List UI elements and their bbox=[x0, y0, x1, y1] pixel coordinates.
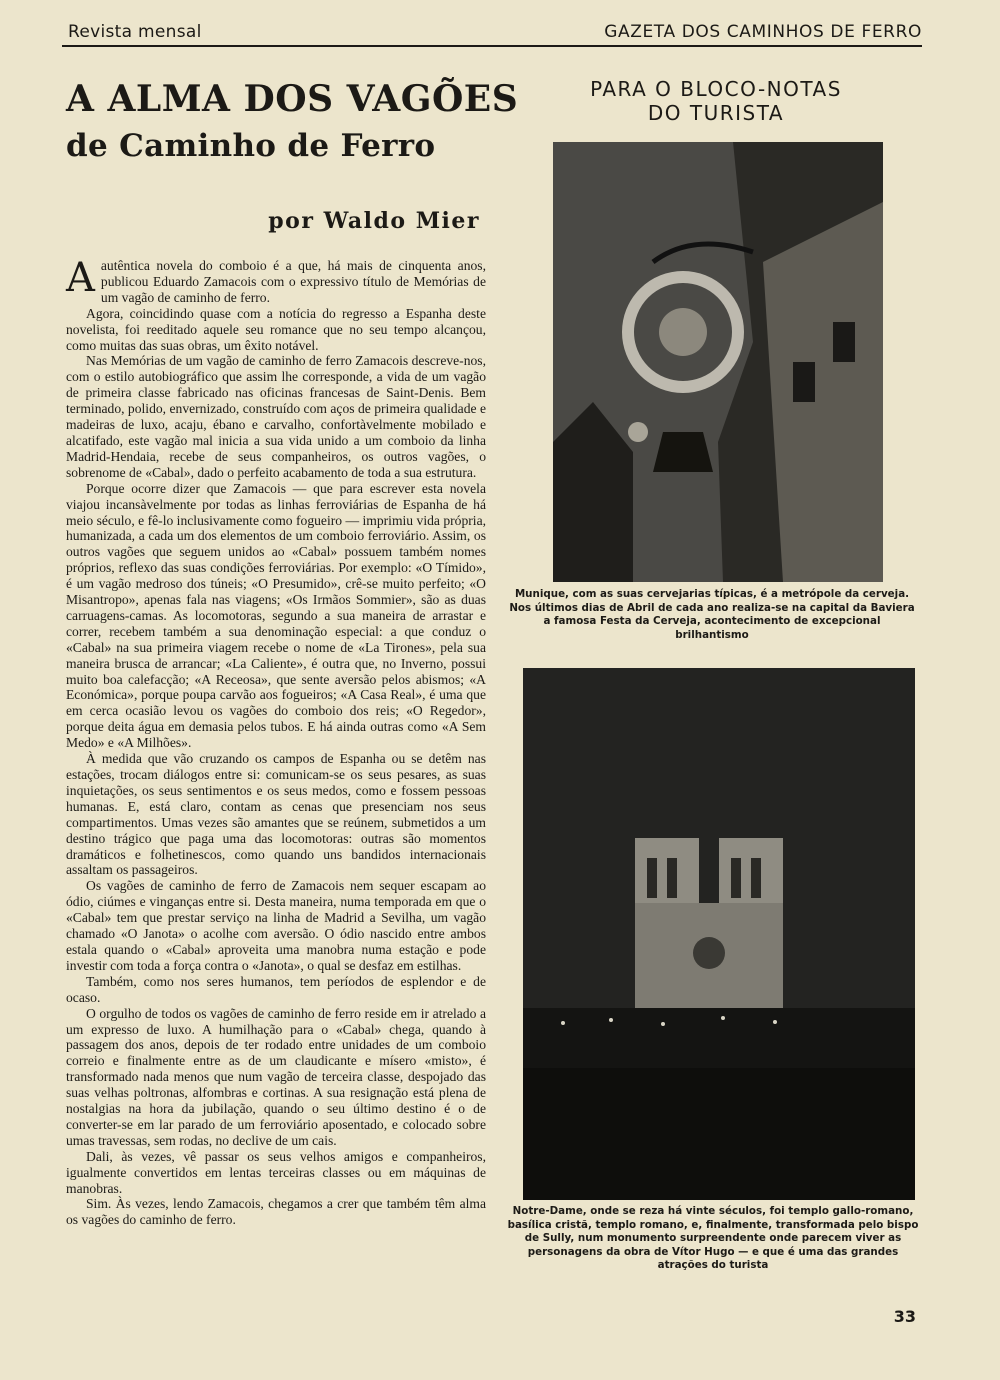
page-number: 33 bbox=[893, 1307, 916, 1326]
article-paragraph: Dali, às vezes, vê passar os seus velhos amigos e companheiros, igualmente convertidos em lentas terceiras classes ou em máquinas de manobras. bbox=[66, 1148, 486, 1196]
header-left-text: Revista mensal bbox=[68, 22, 202, 42]
header-right-text: GAZETA DOS CAMINHOS DE FERRO bbox=[604, 22, 922, 42]
article-paragraph: Aautêntica novela do comboio é a que, há mais de cinquenta anos, publicou Eduardo Zamacois com o expressivo título de Memórias de um vagão de caminho de ferro. bbox=[66, 255, 486, 305]
article-byline: por Waldo Mier bbox=[268, 208, 480, 234]
section-title-line2: DO TURISTA bbox=[647, 101, 785, 125]
article-body bbox=[66, 255, 486, 1228]
article-paragraph: Porque ocorre dizer que Zamacois — que para escrever esta novela viajou incansàvelmente por todas as linhas ferroviárias de Espanha de há meio século, e fê-lo inclusivamente como fogueiro — imprimiu vida própria, humanizada, a cada um dos elementos de um comboio ferroviário. Assim, os outros vagões que seguem unidos ao «Cabal» possuem também nomes próprios, reflexo das suas condições ferroviárias. Por exemplo: «O Tímido», é um vagão medroso dos túneis; «O Presumido», crê-se muito perfeito; «O Misantropo», apenas fala nas viagens; «Os Irmãos Sommier», são as duas carruagens-camas. As locomotoras, segundo a sua maneira de arrastar e correr, recebem também a sua denominação especial: a que conduz o «Cabal» na sua primeira viagem recebe o nome de «La Tirones», pela sua maneira brusca de arrancar; «La Caliente», é outra que, no Inverno, possui muito boa calefacção; «A Receosa», que sente aversão pelos abismos; «A Económica», porque poupa carvão aos fogueiros; «A Casa Real», é uma que em cerca ocasião levou os vagões do comboio dos reis; «O Regedor», porque deita água em demasia pelos tubos. E há ainda outras como «A Sem Medo» e «A Milhões». bbox=[66, 480, 486, 751]
header-rule bbox=[62, 45, 922, 47]
munich-photo-caption: Munique, com as suas cervejarias típicas, é a metrópole da cerveja. Nos últimos dias de Abril de cada ano realiza-se na capital da Baviera a famosa Festa da Cerveja, acontecimento de excepcional brilhantismo bbox=[509, 588, 915, 641]
article-title-line2: de Caminho de Ferro bbox=[66, 128, 436, 164]
article-paragraph: Os vagões de caminho de ferro de Zamacois nem sequer escapam ao ódio, ciúmes e vinganças entre si. Desta maneira, numa temporada em que o «Cabal» tem que prestar serviço na linha de Madrid a Sevilha, um vagão chamado «O Janota» o acolhe com aversão. O ódio nascido entre ambos estala quando o «Cabal» aproveita uma manobra numa estação e pode investir com toda a força contra o «Janota», o qual se desfaz em estilhas. bbox=[66, 878, 486, 973]
sidebar-section-title bbox=[536, 77, 896, 125]
drop-cap: A bbox=[66, 255, 95, 301]
article-paragraph: O orgulho de todos os vagões de caminho de ferro reside em ir atrelado a um expresso de luxo. A humilhação para o «Cabal» chega, quando à passagem dos anos, depois de ter rodado entre unidades de um comboio correio e finalmente entre as de um claudicante e mísero «misto», é transformado nada menos que num vagão de terceira classe, despojado das suas velhas poltronas, alfombras e cortinas. A sua resignação está plena de nostalgias na hora da jubilação, quando o seu último destino é o de converter-se em lar parado de um ferroviário aposentado, e colocado sobre umas travessas, sem rodas, no declive de um cais. bbox=[66, 1005, 486, 1148]
notre-dame-photo bbox=[523, 668, 915, 1200]
article-paragraph: Nas Memórias de um vagão de caminho de ferro Zamacois descreve-nos, com o estilo autobiográfico que assim lhe corresponde, a vida de um vagão de primeira classe fabricado nas oficinas francesas de Saint-Denis. Bem terminado, polido, envernizado, construído com aços de primeira qualidade e madeiras de luxo, acaju, ébano e carvalho, confortàvelmente mobilado e alcatifado, este vagão mal inicia a sua vida unido a um comboio da linha Madrid-Hendaia, recebe de seus companheiros, os outros vagões, o sobrenome de «Cabal», dado o perfeito acabamento de toda a sua estrutura. bbox=[66, 353, 486, 480]
article-paragraph: À medida que vão cruzando os campos de Espanha ou se detêm nas estações, trocam diálogos entre si: comunicam-se os seus pesares, as suas inquietações, os seus sentimentos e os seus medos, como e fossem pessoas humanas. E, está claro, contam as cenas que presenciam nos seus compartimentos. Umas vezes são amantes que se reúnem, submetidos a um destino trágico que paga uma das locomotoras: outras são momentos dramáticos e folhetinescos, como quando uns bandidos internacionais assaltam os passageiros. bbox=[66, 751, 486, 878]
article-title-line1: A ALMA DOS VAGÕES bbox=[66, 78, 519, 120]
notre-dame-photo-caption: Notre-Dame, onde se reza há vinte séculos, foi templo gallo-romano, basílica cristã, templo romano, e, finalmente, transformada pelo bispo de Sully, num monumento surpreendente onde parecem viver as personagens da obra de Vítor Hugo — e que é uma das grandes atrações do turista bbox=[507, 1205, 919, 1272]
munich-sign-photo bbox=[553, 142, 883, 582]
section-title-line1: PARA O BLOCO-NOTAS bbox=[590, 77, 842, 101]
article-paragraph: Sim. Às vezes, lendo Zamacois, chegamos a crer que também têm alma os vagões do caminho de ferro. bbox=[66, 1196, 486, 1228]
article-paragraph: Agora, coincidindo quase com a notícia do regresso a Espanha deste novelista, foi reeditado aquele seu romance que no seu tempo alcançou, como muitas das suas obras, um êxito notável. bbox=[66, 305, 486, 353]
article-paragraph: Também, como nos seres humanos, tem períodos de esplendor e de ocaso. bbox=[66, 973, 486, 1005]
